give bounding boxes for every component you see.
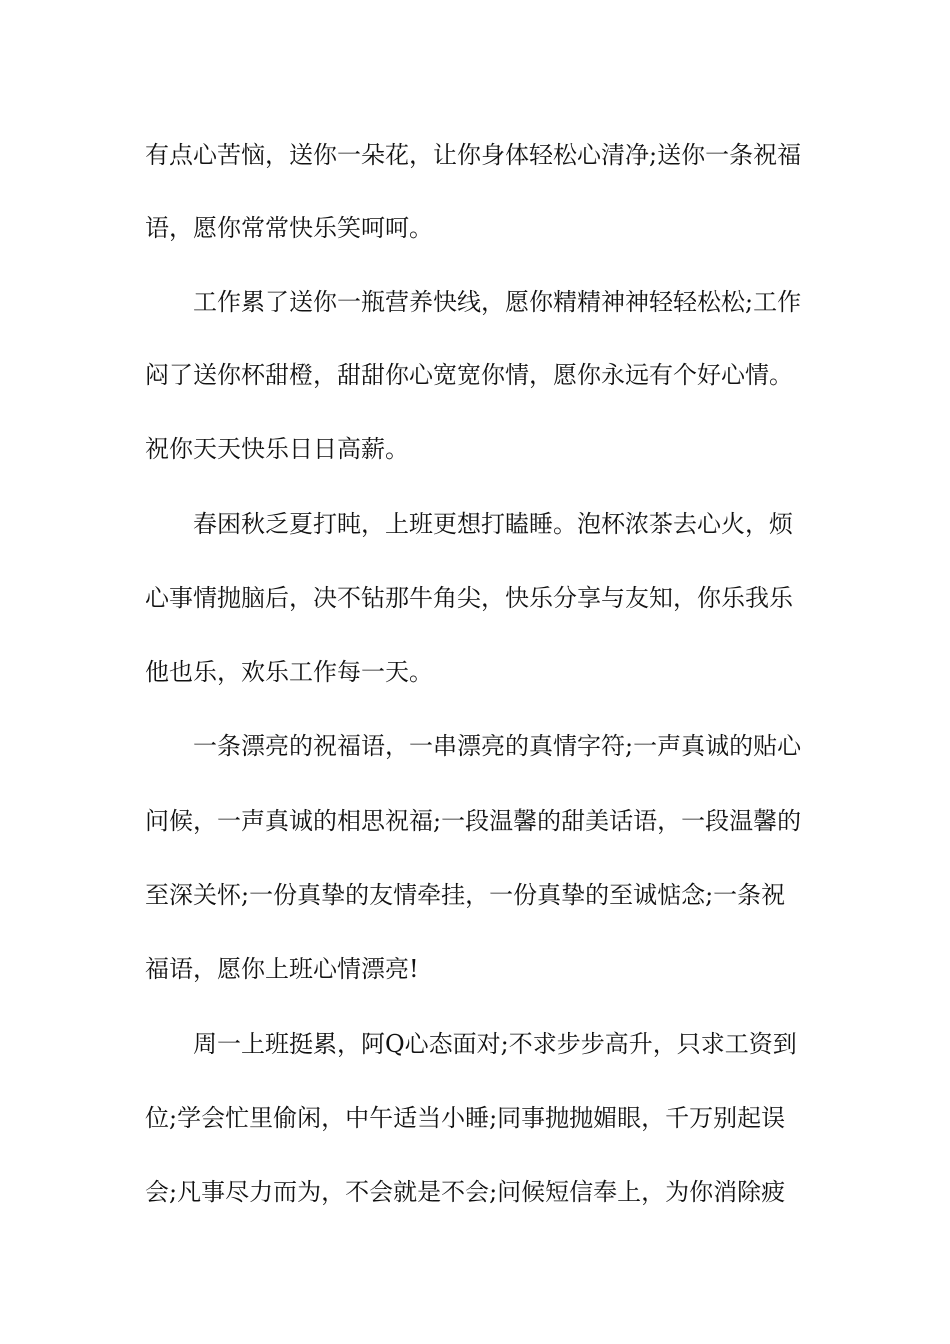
text-line: 闷了送你杯甜橙，甜甜你心宽宽你情，愿你永远有个好心情。 — [145, 361, 793, 389]
text-line: 问候，一声真诚的相思祝福;一段温馨的甜美话语，一段温馨的 — [145, 807, 802, 835]
text-line: 福语，愿你上班心情漂亮! — [145, 955, 419, 983]
text-line: 至深关怀;一份真挚的友情牵挂，一份真挚的至诚惦念;一条祝 — [145, 881, 786, 909]
text-line: 语，愿你常常快乐笑呵呵。 — [145, 214, 433, 242]
text-line: 心事情抛脑后，决不钻那牛角尖，快乐分享与友知，你乐我乐 — [145, 584, 793, 612]
text-line: 有点心苦恼，送你一朵花，让你身体轻松心清净;送你一条祝福 — [145, 141, 802, 169]
paragraph-first-line: 一条漂亮的祝福语，一串漂亮的真情字符;一声真诚的贴心 — [193, 732, 802, 760]
paragraph-first-line: 春困秋乏夏打盹，上班更想打瞌睡。泡杯浓茶去心火，烦 — [193, 510, 793, 538]
text-line: 位;学会忙里偷闲，中午适当小睡;同事抛抛媚眼，千万别起误 — [145, 1104, 786, 1132]
text-line: 祝你天天快乐日日高薪。 — [145, 435, 409, 463]
text-line: 他也乐，欢乐工作每一天。 — [145, 658, 433, 686]
paragraph-first-line: 工作累了送你一瓶营养快线，愿你精精神神轻轻松松;工作 — [193, 288, 802, 316]
paragraph-first-line: 周一上班挺累，阿Q心态面对;不求步步高升，只求工资到 — [193, 1030, 797, 1058]
text-line: 会;凡事尽力而为，不会就是不会;问候短信奉上，为你消除疲 — [145, 1178, 786, 1206]
